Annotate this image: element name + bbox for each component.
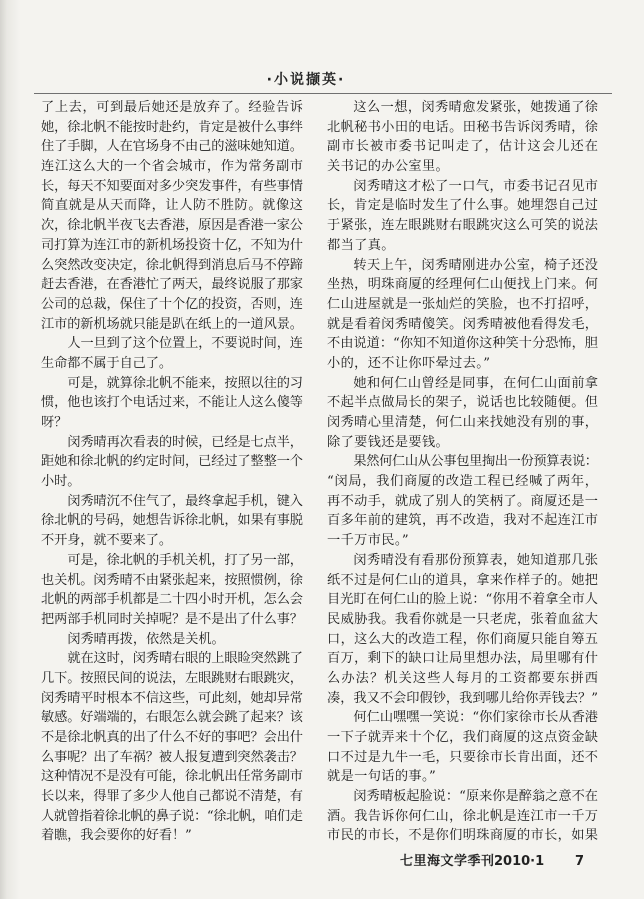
text-line: 着瞧，我会要你的好看！”	[41, 828, 192, 844]
text-line: 几下。按照民间的说法，左眼跳财右眼跳灾，	[41, 670, 303, 686]
text-line: 把两部手机同时关掉呢？是不是出了什么事？	[41, 611, 303, 627]
text-line: 公司的总裁，保住了十个亿的投资，否则，连	[41, 296, 303, 312]
text-line: 人就曾指着徐北帆的鼻子说：“徐北帆，咱们走	[41, 808, 303, 824]
text-line: 惯，他也该打个电话过来，不能让人这么傻等	[41, 395, 303, 411]
text-line: 再不动手，就成了别人的笑柄了。商厦还是一	[327, 493, 599, 509]
text-line: 长，每天不知要面对多少突发事件，有些事情	[41, 178, 303, 194]
text-line: 次，徐北帆半夜飞去香港，原因是香港一家公	[41, 218, 303, 234]
text-line: 么突然改变决定，徐北帆得到消息后马不停蹄	[41, 257, 303, 273]
text-line: 于紧张，连左眼跳财右眼跳灾这么可笑的说法	[327, 218, 599, 234]
text-line: 距她和徐北帆的约定时间，已经过了整整一个	[41, 454, 303, 470]
text-line: 可是，就算徐北帆不能来，按照以往的习	[67, 375, 303, 391]
right-column	[327, 98, 598, 846]
text-line: 果然何仁山从公事包里掏出一份预算表说：	[353, 454, 598, 470]
text-line: 闵秀晴沉不住气了，最终拿起手机，键入	[67, 493, 303, 509]
text-line: 关书记的办公室里。	[327, 159, 450, 175]
text-line: 住了手脚，人在官场身不由己的滋味她知道。	[41, 139, 303, 155]
text-line: 目光盯在何仁山的脸上说：“你用不着拿全市人	[327, 592, 599, 608]
header-rule	[34, 93, 612, 94]
text-line: 副市长被市委书记叫走了，估计这会儿还在	[327, 139, 600, 155]
text-line: 这么一想，闵秀晴愈发紧张，她拨通了徐	[353, 100, 599, 115]
section-header: ·小说撷英·	[266, 72, 346, 88]
text-line: 可是，徐北帆的手机关机，打了另一部，	[67, 552, 303, 568]
text-line: 一千万市民。”	[327, 533, 409, 549]
journal-name: 七里海文学季刊	[400, 854, 495, 869]
text-line: 不是徐北帆真的出了什么不好的事吧？会出什	[41, 730, 303, 745]
left-column	[41, 98, 303, 846]
text-line: 她和何仁山曾经是同事，在何仁山面前拿	[353, 375, 599, 391]
text-line: 呀？	[41, 415, 68, 430]
text-line: 闵秀晴板起脸说：“原来你是醉翁之意不在	[353, 789, 599, 805]
text-line: 凑，我又不会印假钞，我到哪儿给你弄钱去？”	[327, 690, 599, 706]
text-line: 口不过是九牛一毛，只要徐市长肯出面，还不	[327, 749, 599, 765]
text-line: 闵秀晴这才松了一口气，市委书记召见市	[353, 178, 599, 194]
text-line: 转天上午，闵秀晴刚进办公室，椅子还没	[353, 257, 599, 273]
text-line: “闵局，我们商厦的改造工程已经喊了两年，	[327, 474, 599, 490]
text-line: 司打算为连江市的新机场投资十亿，不知为什	[41, 237, 303, 253]
text-line: 闵秀晴再次看表的时候，已经是七点半，	[67, 434, 303, 450]
text-line: 百万，剩下的缺口让局里想办法，局里哪有什	[327, 651, 599, 667]
text-line: 闵秀晴平时根本不信这些，可此刻，她却异常	[41, 690, 303, 706]
text-line: 纸不过是何仁山的道具，拿来作样子的。她把	[327, 572, 599, 588]
text-line: 长以来，得罪了多少人他自己都说不清楚，有	[41, 789, 303, 805]
text-line: 仁山进屋就是一张灿烂的笑脸，也不打招呼，	[327, 296, 599, 312]
text-line: 赶去香港，在香港忙了两天，最终说服了那家	[41, 277, 303, 293]
text-line: 闵秀晴没有看那份预算表，她知道那几张	[353, 552, 599, 568]
text-line: 一下子就弄来十个亿，我们商厦的这点资金缺	[327, 730, 599, 745]
issue-number: 2010·1	[494, 854, 545, 869]
text-line: 百多年前的建筑，再不改造，我对不起连江市	[327, 513, 599, 529]
text-line: 小时。	[41, 474, 81, 490]
text-line: 她，徐北帆不能按时赴约，肯定是被什么事绊	[41, 119, 303, 135]
text-line: 何仁山嘿嘿一笑说：“你们家徐市长从香港	[353, 710, 599, 726]
text-line: 江市的新机场就只能是趴在纸上的一道风景。	[41, 316, 303, 332]
text-line: 不起半点做局长的架子，说话也比较随便。但	[327, 395, 599, 411]
text-line: 不开身，就不要来了。	[41, 533, 172, 549]
text-line: 人一旦到了这个位置上，不要说时间，连	[67, 336, 303, 352]
text-line: 也关机。闵秀晴不由紧张起来，按照惯例，徐	[41, 572, 303, 588]
text-line: 不由说道：“你知不知道你这种笑十分恐怖，胆	[327, 336, 599, 352]
text-line: 徐北帆的号码，她想告诉徐北帆，如果有事脱	[41, 513, 303, 529]
text-line: 简直就是从天而降，让人防不胜防。就像这	[41, 198, 304, 214]
text-line: 除了要钱还是要钱。	[327, 434, 450, 450]
text-line: 北帆秘书小田的电话。田秘书告诉闵秀晴，徐	[327, 119, 599, 135]
text-line: 民威胁我。我看你就是一只老虎，张着血盆大	[327, 611, 599, 627]
text-line: 了上去，可到最后她还是放弃了。经验告诉	[41, 100, 304, 115]
text-line: 闵秀晴心里清楚，何仁山来找她没有别的事，	[327, 415, 599, 430]
text-line: 么事呢？出了车祸？被人报复遭到突然袭击？	[41, 749, 303, 765]
text-line: 北帆的两部手机都是二十四小时开机，怎么会	[41, 592, 303, 608]
text-line: 就是一句话的事。”	[327, 769, 437, 785]
text-line: 敏感。好端端的，右眼怎么就会跳了起来？该	[41, 710, 303, 726]
text-line: 连江这么大的一个省会城市，作为常务副市	[41, 159, 304, 175]
page-footer	[0, 852, 644, 872]
page-number: 7	[575, 854, 585, 869]
text-line: 酒。我告诉你何仁山，徐北帆是连江市一千万	[327, 808, 599, 824]
text-line: 生命都不属于自己了。	[41, 355, 172, 371]
text-line: 这种情况不是没有可能，徐北帆出任常务副市	[41, 769, 303, 785]
text-line: 就是看着闵秀晴傻笑。闵秀晴被他看得发毛，	[327, 316, 599, 332]
text-line: 小的，还不让你吓晕过去。”	[327, 355, 491, 371]
text-line: 么办法？机关这些人每月的工资都要东拼西	[327, 670, 600, 686]
text-line: 长，肯定是临时发生了什么事。她埋怨自己过	[327, 198, 599, 214]
text-line: 就在这时，闵秀晴右眼的上眼睑突然跳了	[67, 651, 303, 667]
text-line: 市民的市长，不是你们明珠商厦的市长，如果	[327, 828, 599, 844]
text-line: 闵秀晴再拨，依然是关机。	[67, 631, 225, 647]
text-line: 都当了真。	[327, 237, 395, 253]
text-line: 坐热，明珠商厦的经理何仁山便找上门来。何	[327, 277, 599, 293]
text-line: 口，这么大的改造工程，你们商厦只能自筹五	[327, 631, 599, 647]
